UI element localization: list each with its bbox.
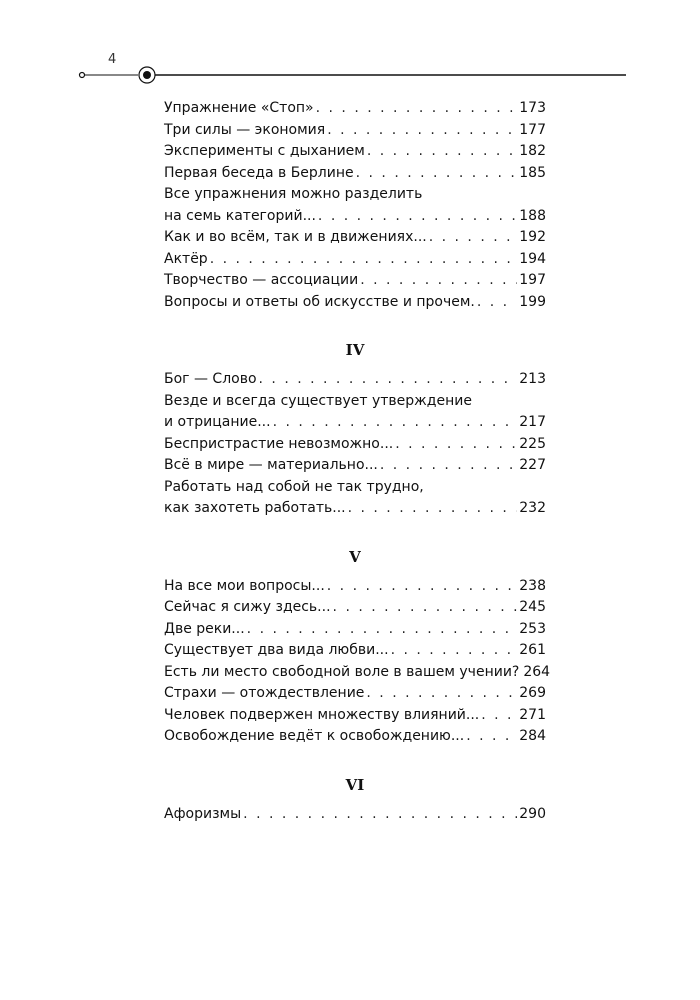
dot-leader [318, 206, 517, 228]
entry-title-line: Везде и всегда существует утверждение [164, 392, 472, 409]
toc-entry [164, 434, 546, 456]
toc-entry [164, 141, 546, 163]
entry-page-number: 284 [519, 728, 546, 744]
toc-section [164, 546, 551, 748]
entry-row [164, 292, 546, 314]
toc-entry [164, 98, 546, 120]
toc-entry [164, 120, 546, 142]
entry-title: Первая беседа в Берлине [164, 164, 354, 181]
entry-title: Творчество — ассоциации [164, 272, 359, 288]
entry-row [164, 683, 546, 705]
entry-title: Две реки... [164, 620, 245, 637]
entry-page-number: 238 [519, 577, 546, 594]
entry-page-number: 269 [519, 685, 546, 701]
toc-entry [164, 270, 546, 292]
dot-leader [348, 498, 518, 520]
toc-entry [164, 640, 546, 662]
section-heading: IV [345, 341, 365, 359]
entry-title-line: Все упражнения можно разделить [164, 186, 423, 202]
entry-row [164, 726, 546, 748]
entry-row [164, 662, 551, 684]
dot-leader [210, 249, 518, 271]
entry-row [164, 498, 546, 520]
entry-row [164, 141, 546, 163]
dot-leader [395, 434, 517, 456]
entry-title: Существует два вида любви... [164, 642, 389, 658]
toc-entry [164, 619, 546, 641]
dot-leader [429, 227, 518, 249]
entry-page-number: 188 [519, 207, 546, 224]
entry-title: Как и во всём, так и в движениях... [164, 229, 427, 245]
entry-page-number: 173 [519, 100, 546, 116]
entry-title: Три силы — экономия [164, 121, 326, 138]
entry-row [164, 120, 546, 142]
page-number: 4 [108, 52, 117, 67]
dot-leader [366, 683, 517, 705]
entry-title: На все мои вопросы... [164, 577, 325, 594]
entry-row [164, 619, 546, 641]
dot-leader [477, 292, 517, 314]
toc-entry [164, 804, 546, 826]
toc-entry [164, 683, 546, 705]
toc-entry [164, 455, 546, 477]
entry-title: Бог — Слово [164, 371, 257, 387]
entry-page-number: 199 [519, 293, 546, 310]
toc-entry [164, 227, 546, 249]
entry-title: и отрицание... [164, 414, 271, 430]
entry-row [164, 804, 546, 826]
entry-page-number: 217 [519, 414, 546, 430]
toc-entry [164, 163, 546, 185]
header-rule [78, 60, 626, 90]
toc-entry [164, 705, 546, 727]
entry-title: Актёр [164, 250, 208, 267]
entry-page-number: 227 [519, 457, 546, 473]
dot-leader [247, 619, 518, 641]
entry-page-number: 290 [519, 805, 546, 822]
entry-page-number: 192 [519, 229, 546, 245]
entry-row [164, 412, 546, 434]
toc-entry [164, 662, 551, 684]
entry-title: на семь категорий... [164, 207, 316, 224]
entry-page-number: 261 [519, 642, 546, 658]
entry-page-number: 245 [519, 599, 546, 615]
entry-row [164, 163, 546, 185]
entry-row [164, 705, 546, 727]
dot-leader [316, 98, 518, 120]
entry-page-number: 225 [519, 435, 546, 452]
toc-entry [164, 597, 546, 619]
toc-entry [164, 292, 546, 314]
dot-leader [481, 705, 517, 727]
entry-title: Сейчас я сижу здесь... [164, 599, 331, 615]
entry-row [164, 576, 546, 598]
rule-start-dot-icon [80, 73, 85, 78]
entry-row [164, 206, 546, 228]
dot-leader [391, 640, 518, 662]
toc-section [164, 339, 546, 520]
entry-row [164, 434, 546, 456]
entry-row [164, 455, 546, 477]
toc-entry [164, 576, 546, 598]
entry-row [164, 597, 546, 619]
toc-entry [164, 184, 546, 227]
entry-title: Страхи — отождествление [164, 685, 365, 701]
entry-page-number: 182 [519, 143, 546, 159]
section-heading: V [349, 547, 361, 566]
entry-page-number: 177 [519, 121, 546, 138]
entry-row [164, 249, 546, 271]
dot-leader [360, 270, 517, 292]
entry-page-number: 197 [519, 272, 546, 288]
entry-title: Всё в мире — материально... [164, 457, 378, 473]
entry-title: Освобождение ведёт к освобождению... [164, 728, 465, 744]
entry-page-number: 213 [519, 371, 546, 387]
entry-page-number: 271 [519, 706, 546, 723]
dot-leader [327, 120, 517, 142]
entry-page-number: 232 [519, 500, 546, 516]
entry-row [164, 640, 546, 662]
entry-page-number: 194 [519, 250, 546, 267]
toc-entry [164, 249, 546, 271]
toc-entry [164, 477, 546, 520]
dot-leader [327, 576, 517, 598]
entry-title: Упражнение «Стоп» [164, 100, 314, 116]
section-heading: VI [345, 775, 365, 794]
entry-title: Вопросы и ответы об искусстве и прочем. [164, 293, 475, 310]
dot-leader [466, 726, 517, 748]
entry-page-number: 253 [519, 620, 546, 637]
entry-row [164, 98, 546, 120]
entry-title: как захотеть работать... [164, 500, 346, 516]
entry-page-number: 185 [519, 164, 546, 181]
rule-center-dot-icon [143, 71, 151, 79]
entry-row [164, 270, 546, 292]
table-of-contents [164, 98, 551, 825]
dot-leader [259, 369, 518, 391]
toc-entry [164, 391, 546, 434]
entry-row [164, 227, 546, 249]
dot-leader [333, 597, 518, 619]
toc-entry [164, 369, 546, 391]
entry-title: Афоризмы [164, 805, 242, 822]
toc-entry [164, 726, 546, 748]
entry-page-number: 264 [523, 663, 551, 680]
toc-section [164, 98, 546, 313]
entry-title: Эксперименты с дыханием [164, 143, 365, 159]
dot-leader [356, 163, 518, 185]
toc-section [164, 774, 546, 826]
dot-leader [273, 412, 518, 434]
dot-leader [380, 455, 517, 477]
entry-row [164, 369, 546, 391]
entry-title-line: Работать над собой не так трудно, [164, 478, 424, 495]
entry-title: Есть ли место свободной воле в вашем учении? [164, 663, 520, 680]
dot-leader [243, 804, 517, 826]
entry-title: Человек подвержен множеству влияний... [164, 706, 480, 723]
dot-leader [367, 141, 517, 163]
entry-title: Беспристрастие невозможно... [164, 435, 394, 452]
